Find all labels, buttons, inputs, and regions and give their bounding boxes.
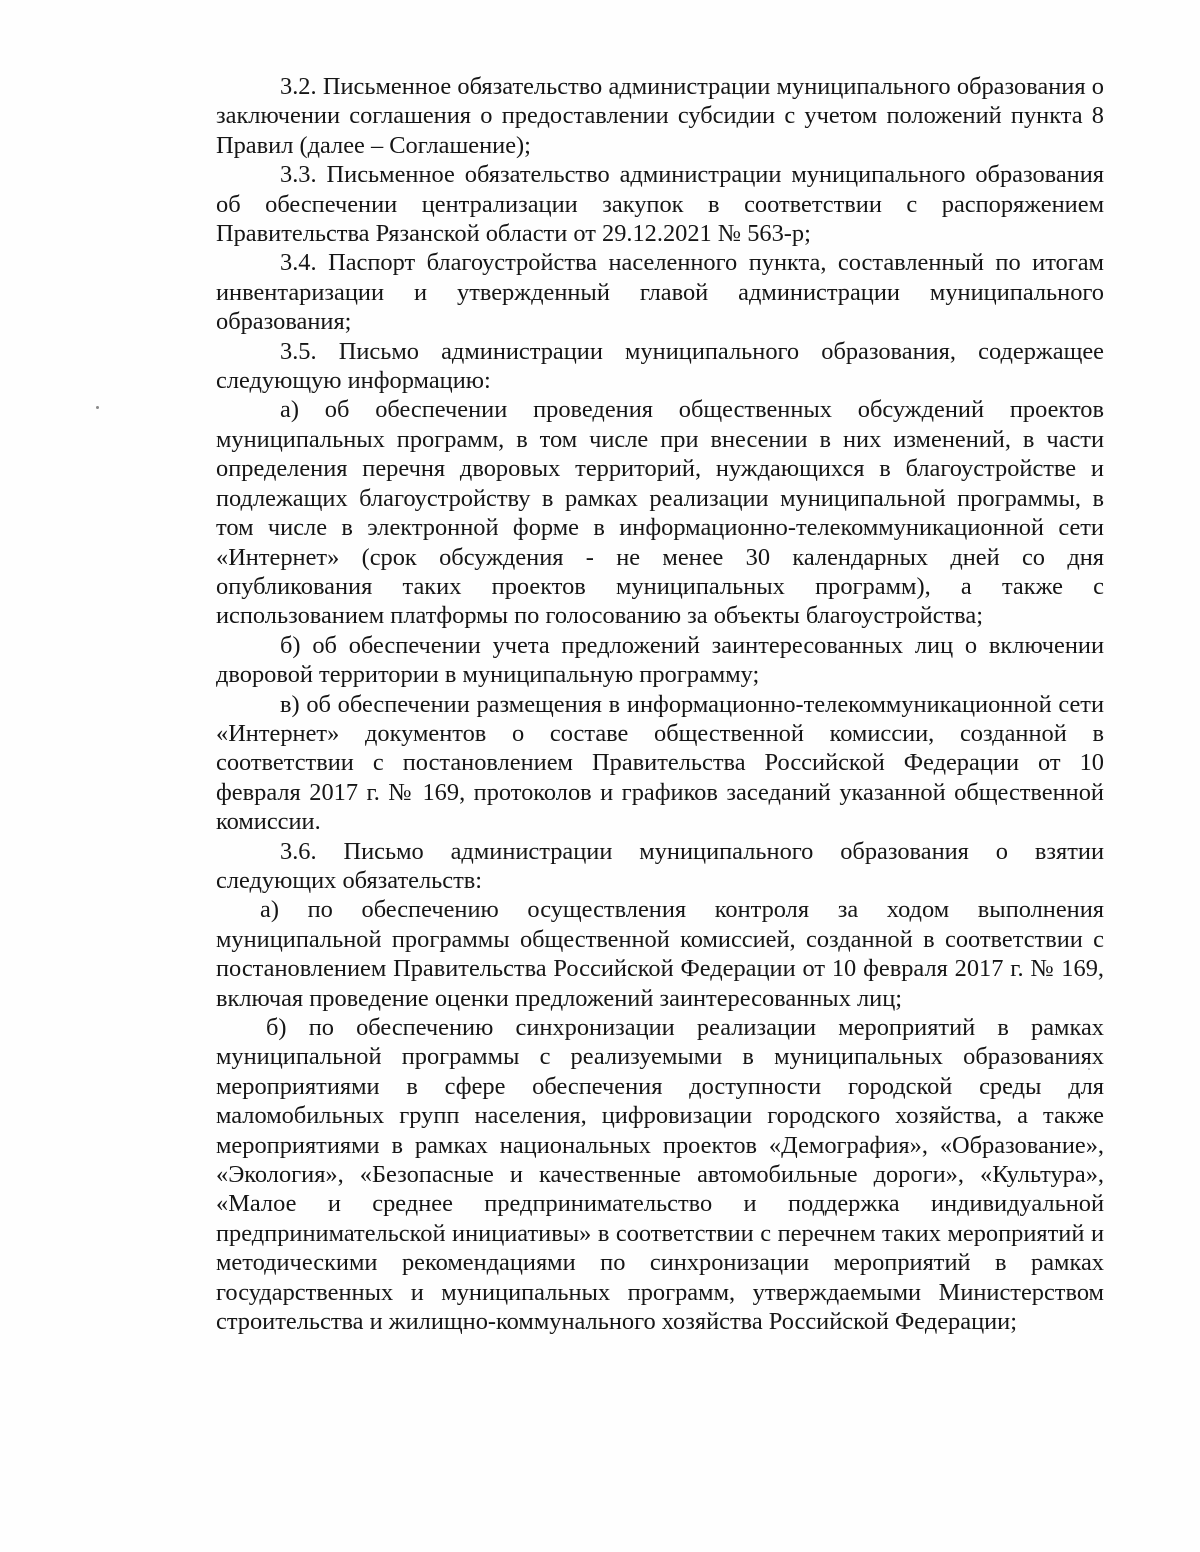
paragraph-3-5-b: б) об обеспечении учета предложений заинтересованных лиц о включении дворовой территории в муниципальную программу;: [216, 631, 1104, 689]
scan-speck: [96, 406, 99, 409]
paragraph-3-6-b: б) по обеспечению синхронизации реализации мероприятий в рамках муниципальной программы с реализуемыми в муниципальных образованиях мероприятиями в сфере обеспечения доступности городской среды для маломобильных групп населения, цифровизации городского хозяйства, а также мероприятиями в рамках национальных проектов «Демография», «Образование», «Экология», «Безопасные и качественные автомобильные дороги», «Культура», «Малое и среднее предпринимательство и поддержка индивидуальной предпринимательской инициативы» в соответствии с перечнем таких мероприятий и методическими рекомендациями по синхронизации мероприятий в рамках государственных и муниципальных программ, утверждаемыми Министерством строительства и жилищно-коммунального хозяйства Российской Федерации;: [216, 1014, 1104, 1336]
paragraph-3-6-a: а) по обеспечению осуществления контроля за ходом выполнения муниципальной программы общественной комиссией, созданной в соответствии с постановлением Правительства Российской Федерации от 10 февраля 2017 г. № 169, включая проведение оценки предложений заинтересованных лиц;: [216, 896, 1104, 1012]
paragraph-3-4: 3.4. Паспорт благоустройства населенного пункта, составленный по итогам инвентаризации и утвержденный главой администрации муниципального образования;: [216, 249, 1104, 336]
paragraph-3-6: 3.6. Письмо администрации муниципального образования о взятии следующих обязательств:: [216, 837, 1104, 894]
document-body: [216, 72, 1104, 1336]
paragraph-3-2: 3.2. Письменное обязательство администрации муниципального образования о заключении соглашения о предоставлении субсидии с учетом положений пункта 8 Правил (далее – Соглашение);: [216, 73, 1104, 159]
paragraph-3-3: 3.3. Письменное обязательство администрации муниципального образования об обеспечении централизации закупок в соответствии с распоряжением Правительства Рязанской области от 29.12.2021 № 563-р;: [216, 161, 1104, 248]
paragraph-3-5: 3.5. Письмо администрации муниципального образования, содержащее следующую информацию:: [216, 337, 1104, 395]
paragraph-3-5-v: в) об обеспечении размещения в информационно-телекоммуникационной сети «Интернет» документов о составе общественной комиссии, созданной в соответствии с постановлением Правительства Российской Федерации от 10 февраля 2017 г. № 169, протоколов и графиков заседаний указанной общественной комиссии.: [216, 690, 1104, 836]
paragraph-3-5-a: а) об обеспечении проведения общественных обсуждений проектов муниципальных программ, в том числе при внесении в них изменений, в части определения перечня дворовых территорий, нуждающихся в благоустройстве и подлежащих благоустройству в рамках реализации муниципальной программы, в том числе в электронной форме в информационно-телекоммуникационной сети «Интернет» (срок обсуждения - не менее 30 календарных дней со дня опубликования таких проектов муниципальных программ), а также с использованием платформы по голосованию за объекты благоустройства;: [216, 396, 1104, 630]
